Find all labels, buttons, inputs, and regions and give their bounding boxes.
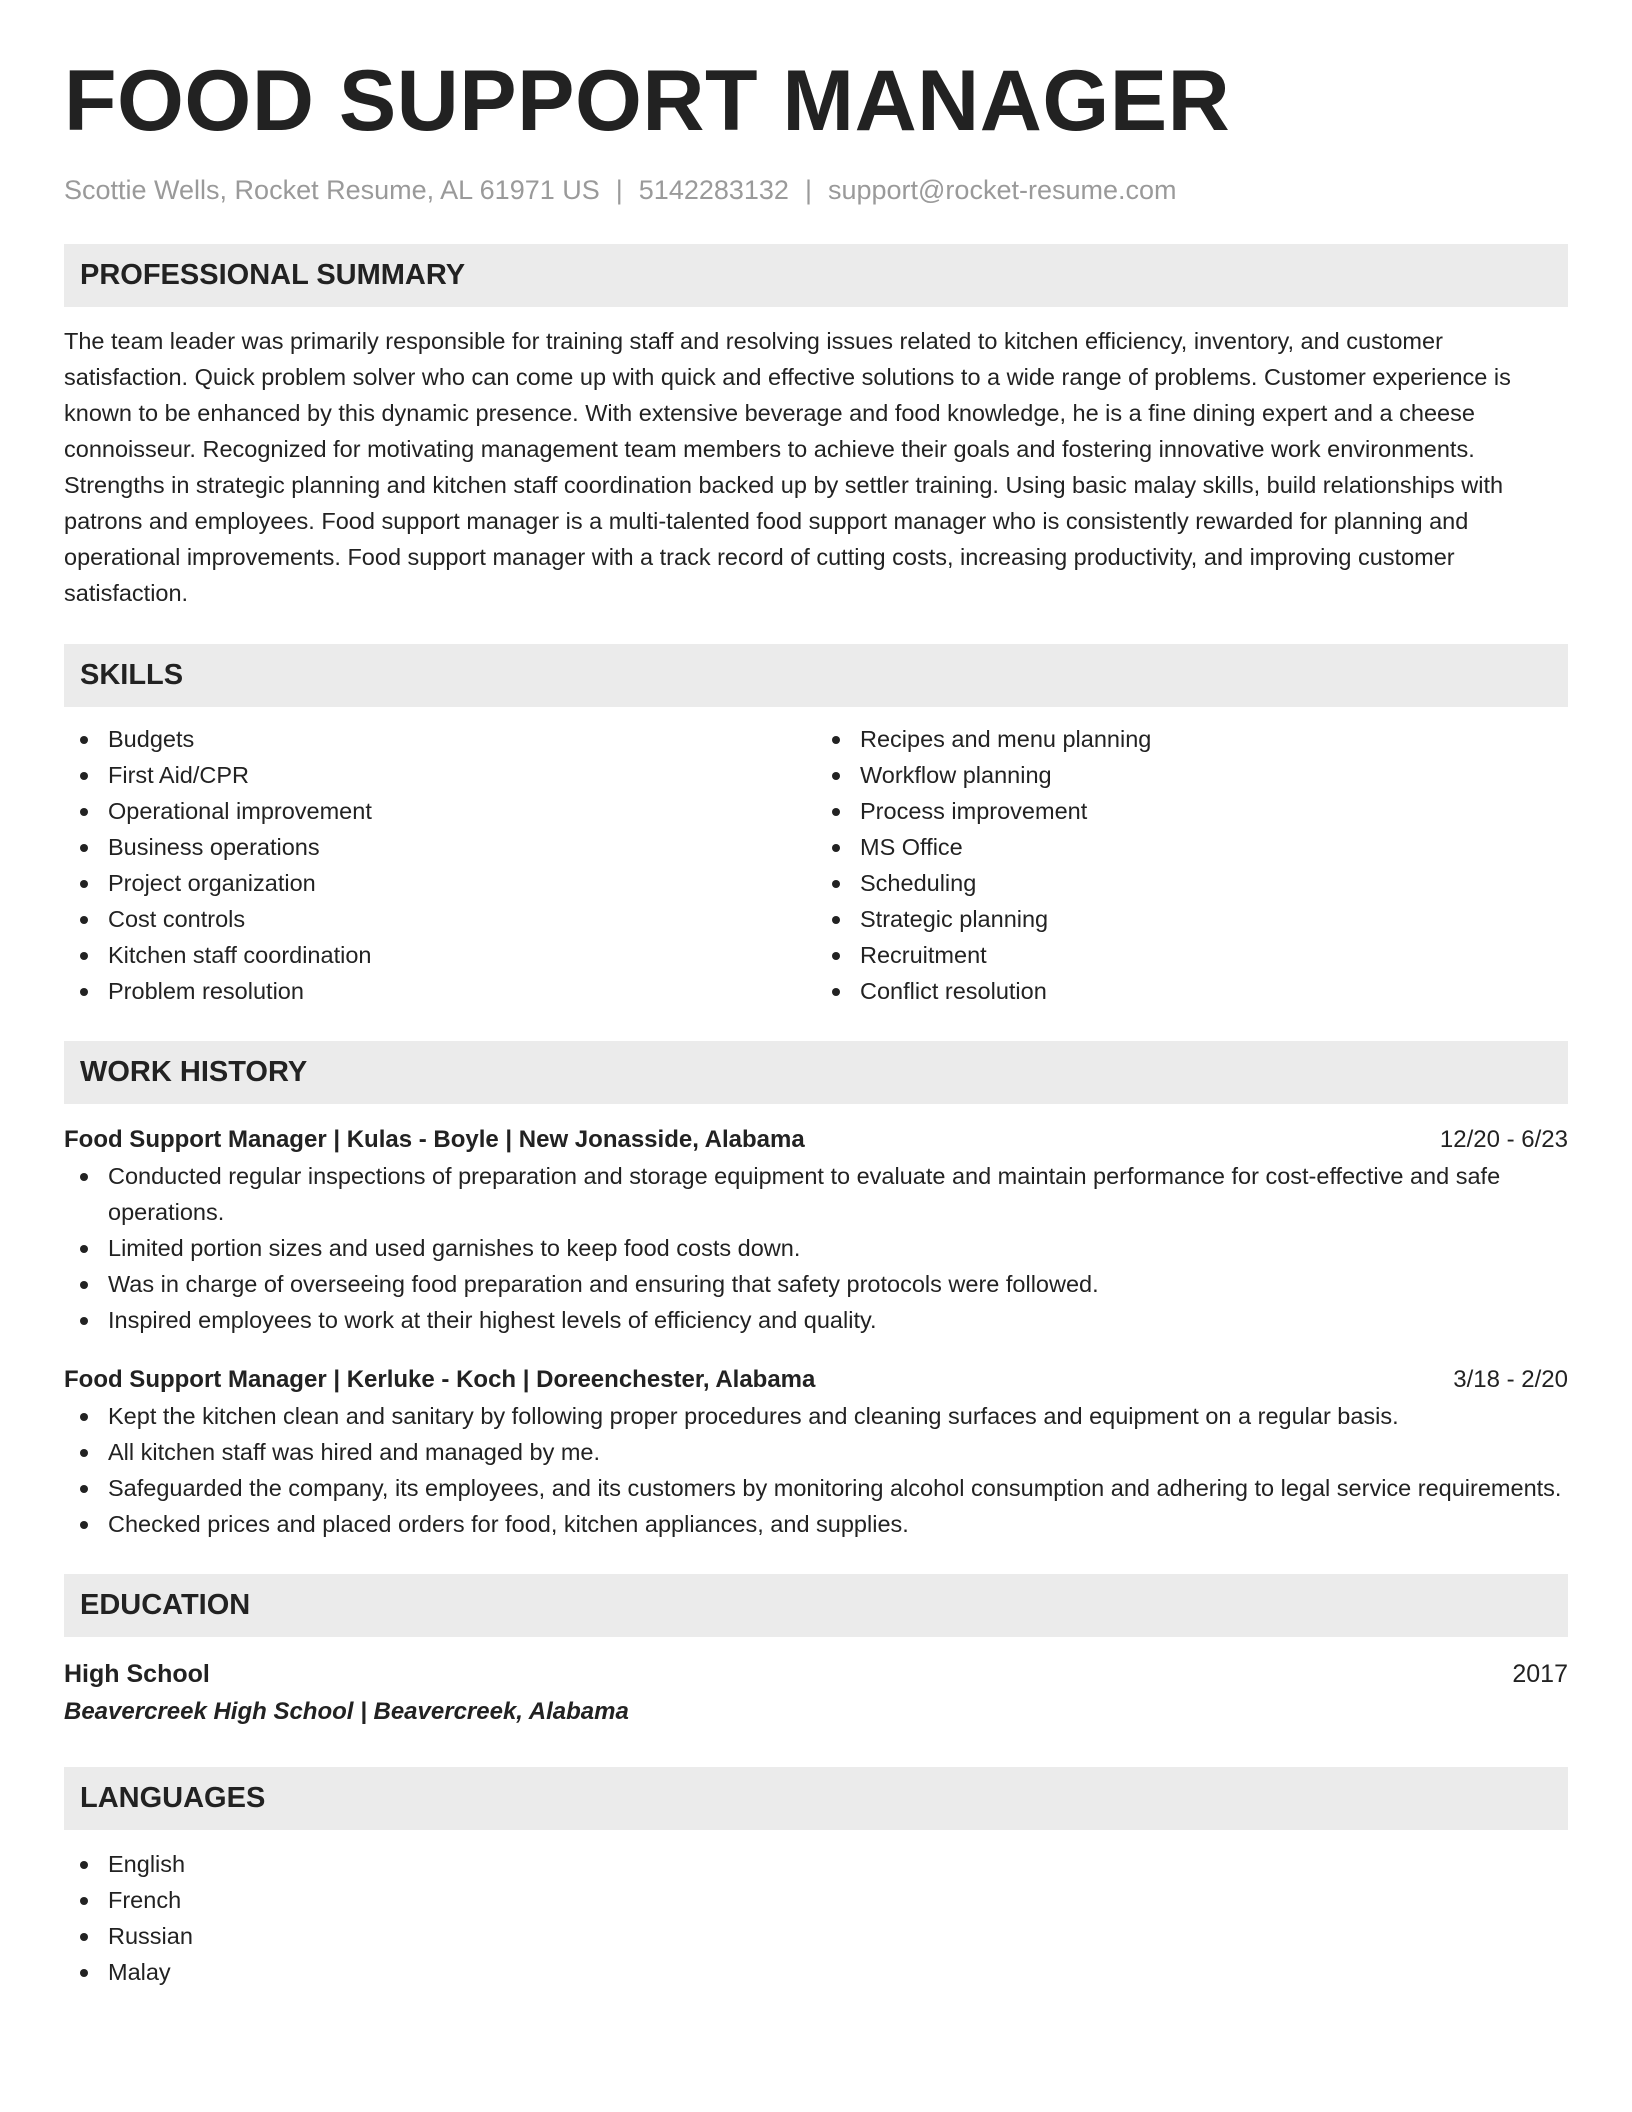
education-year: 2017 [1512, 1660, 1568, 1689]
job-title: Food Support Manager | Kerluke - Koch | Doreenchester, Alabama [64, 1366, 816, 1394]
skills-heading: SKILLS [64, 644, 1568, 707]
skills-grid [64, 721, 1568, 1009]
job-dates: 12/20 - 6/23 [1439, 1126, 1568, 1154]
job-bullet: Was in charge of overseeing food preparation and ensuring that safety protocols were followed. [64, 1266, 1568, 1302]
job-bullet: Conducted regular inspections of preparation and storage equipment to evaluate and maintain performance for cost-effective and safe operations. [64, 1158, 1568, 1230]
job-bullets [64, 1158, 1568, 1338]
education-heading: EDUCATION [64, 1574, 1568, 1637]
education-school: Beavercreek High School | Beavercreek, Alabama [64, 1698, 629, 1726]
skill-item: First Aid/CPR [64, 757, 816, 793]
language-item: English [64, 1846, 1568, 1882]
education-row [64, 1655, 1568, 1693]
summary-heading: PROFESSIONAL SUMMARY [64, 244, 1568, 307]
job-bullet: Inspired employees to work at their highest levels of efficiency and quality. [64, 1302, 1568, 1338]
skill-item: Workflow planning [816, 757, 1568, 793]
skill-item: Budgets [64, 721, 816, 757]
job-bullets [64, 1398, 1568, 1542]
languages-list [64, 1846, 1568, 1990]
job-header [64, 1122, 1568, 1158]
skill-item: Operational improvement [64, 793, 816, 829]
contact-line [64, 174, 1568, 206]
skill-item: Conflict resolution [816, 973, 1568, 1009]
job-bullet: Kept the kitchen clean and sanitary by following proper procedures and cleaning surfaces and equipment on a regular basis. [64, 1398, 1568, 1434]
skills-list-left [64, 721, 816, 1009]
resume-title: FOOD SUPPORT MANAGER [64, 53, 1231, 149]
skill-item: Recruitment [816, 937, 1568, 973]
skill-item: Strategic planning [816, 901, 1568, 937]
contact-phone: 5142283132 [638, 175, 789, 205]
skill-item: MS Office [816, 829, 1568, 865]
skill-item: Business operations [64, 829, 816, 865]
contact-email: support@rocket-resume.com [827, 175, 1177, 205]
education-degree: High School [64, 1660, 210, 1689]
skill-item: Kitchen staff coordination [64, 937, 816, 973]
job-entry [64, 1362, 1568, 1542]
summary-text: The team leader was primarily responsible for training staff and resolving issues related to kitchen efficiency, inventory, and customer satisfaction. Quick problem solver who can come up with quick and effective solutions to a wide range of problems. Customer experience is known to be enhanced by this dynamic presence. With extensive beverage and food knowledge, he is a fine dining expert and a cheese connoisseur. Recognized for motivating management team members to achieve their goals and fostering innovative work environments. Strengths in strategic planning and kitchen staff coordination backed up by settler training. Using basic malay skills, build relationships with patrons and employees. Food support manager is a multi-talented food support manager who is consistently rewarded for planning and operational improvements. Food support manager with a track record of cutting costs, increasing productivity, and improving customer satisfaction. [64, 328, 1511, 607]
work-heading: WORK HISTORY [64, 1041, 1568, 1104]
skills-list-right [816, 721, 1568, 1009]
job-header [64, 1362, 1568, 1398]
skill-item: Problem resolution [64, 973, 816, 1009]
skill-item: Process improvement [816, 793, 1568, 829]
job-dates: 3/18 - 2/20 [1453, 1366, 1568, 1394]
job-bullet: All kitchen staff was hired and managed by me. [64, 1434, 1568, 1470]
languages-heading: LANGUAGES [64, 1767, 1568, 1830]
language-item: French [64, 1882, 1568, 1918]
contact-separator: | [804, 175, 812, 205]
job-entry [64, 1122, 1568, 1338]
job-bullet: Safeguarded the company, its employees, and its customers by monitoring alcohol consumption and adhering to legal service requirements. [64, 1470, 1568, 1506]
skill-item: Project organization [64, 865, 816, 901]
skill-item: Recipes and menu planning [816, 721, 1568, 757]
skill-item: Scheduling [816, 865, 1568, 901]
skill-item: Cost controls [64, 901, 816, 937]
job-bullet: Checked prices and placed orders for food, kitchen appliances, and supplies. [64, 1506, 1568, 1542]
job-bullet: Limited portion sizes and used garnishes to keep food costs down. [64, 1230, 1568, 1266]
contact-separator: | [615, 175, 623, 205]
contact-address: Scottie Wells, Rocket Resume, AL 61971 US [64, 175, 600, 205]
language-item: Russian [64, 1918, 1568, 1954]
job-title: Food Support Manager | Kulas - Boyle | New Jonasside, Alabama [64, 1126, 805, 1154]
language-item: Malay [64, 1954, 1568, 1990]
